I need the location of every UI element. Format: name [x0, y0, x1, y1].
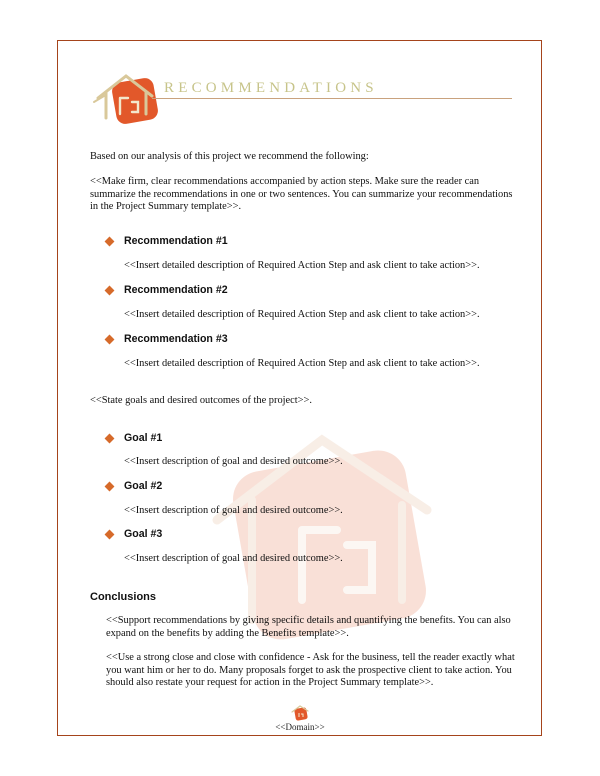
goal-2-title: Goal #2	[124, 480, 163, 492]
recommendation-2-title: Recommendation #2	[124, 284, 228, 296]
goal-3-title: Goal #3	[124, 528, 163, 540]
conclusions-paragraph-1: <<Support recommendations by giving specific details and quantifying the benefits. You can also expand on the benefits by adding the Benefits template>>.	[106, 615, 511, 639]
house-logo-icon	[92, 68, 164, 130]
recommendation-2-desc: <<Insert detailed description of Required Action Step and ask client to take action>>.	[124, 309, 480, 320]
intro-text: Based on our analysis of this project we recommend the following:	[90, 151, 369, 162]
conclusions-paragraph-2: <<Use a strong close and close with confidence - Ask for the business, tell the reader exactly what you want him or her to do. Many proposals forget to ask the prospective client to take action. You should also restate your request for action in the Project Summary template>>.	[106, 652, 515, 688]
recommendation-3-title: Recommendation #3	[124, 333, 228, 345]
recommendation-1-title: Recommendation #1	[124, 235, 228, 247]
footer-domain: <<Domain>>	[275, 722, 325, 732]
goal-2-desc: <<Insert description of goal and desired outcome>>.	[124, 505, 343, 516]
goal-1-title: Goal #1	[124, 432, 163, 444]
goal-3-desc: <<Insert description of goal and desired outcome>>.	[124, 553, 343, 564]
house-logo-icon	[291, 704, 309, 722]
conclusions-heading: Conclusions	[90, 591, 157, 603]
recommendation-3-desc: <<Insert detailed description of Required Action Step and ask client to take action>>.	[124, 358, 480, 369]
goal-1-desc: <<Insert description of goal and desired outcome>>.	[124, 456, 343, 467]
header-divider	[152, 98, 512, 99]
page-title: RECOMMENDATIONS	[164, 80, 378, 96]
recommendation-1-desc: <<Insert detailed description of Required Action Step and ask client to take action>>.	[124, 260, 480, 271]
goals-intro: <<State goals and desired outcomes of the project>>.	[90, 395, 312, 406]
intro-note: <<Make firm, clear recommendations accompanied by action steps. Make sure the reader can summarize the recommendations in one or two sentences. You can summarize your recommendations in the Project Summary template>>.	[90, 176, 513, 212]
